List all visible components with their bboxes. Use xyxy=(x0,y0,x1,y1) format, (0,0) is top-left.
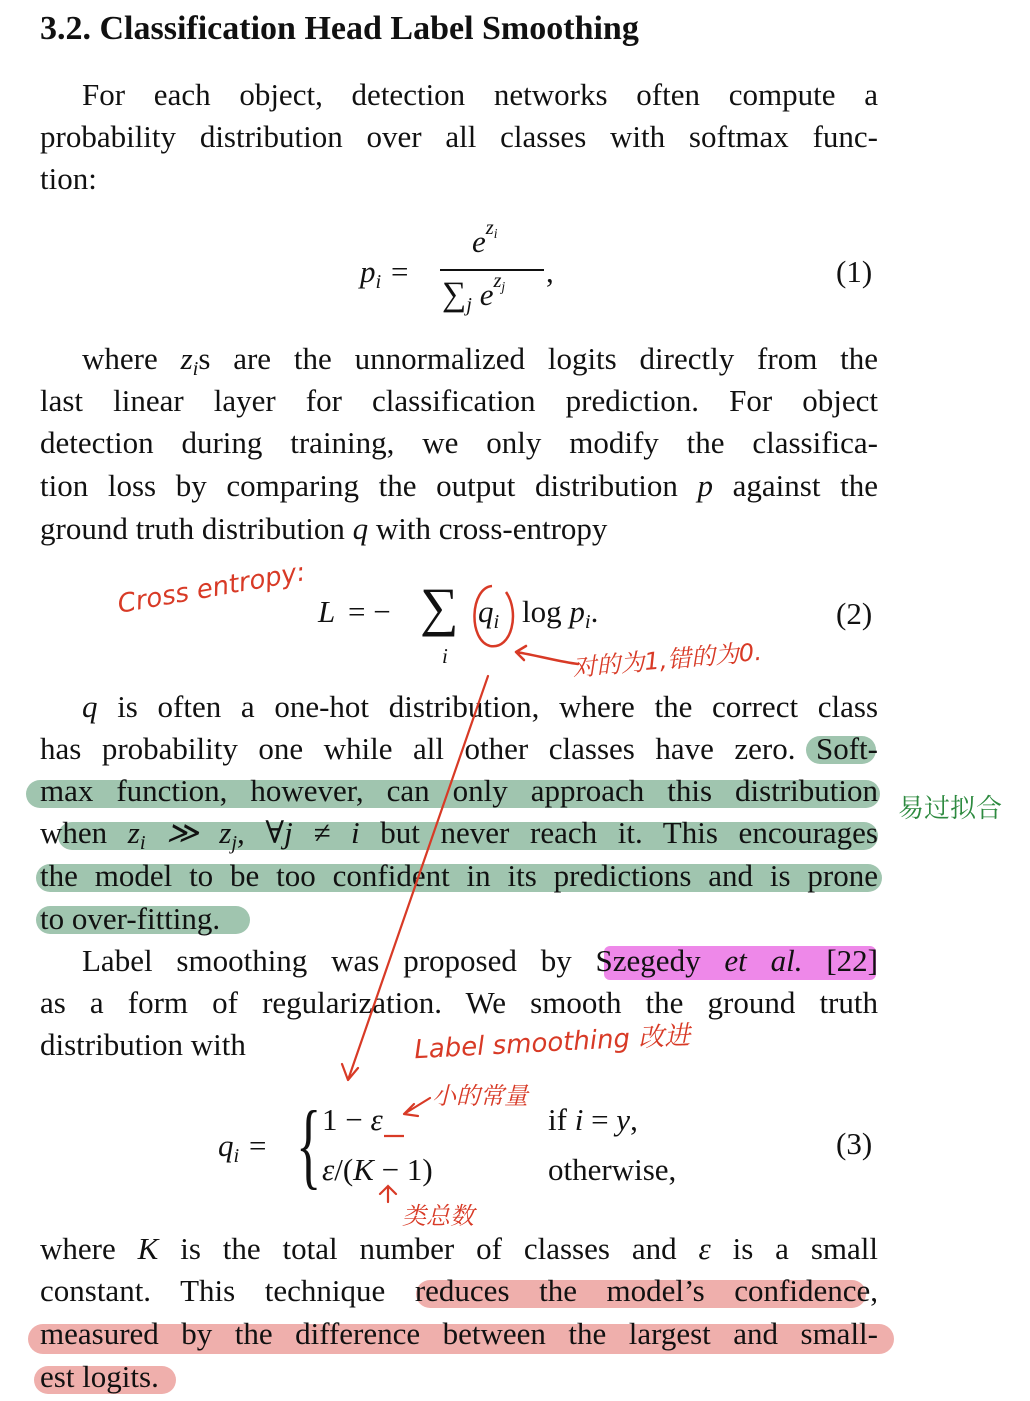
equation-1-number: (1) xyxy=(836,254,873,289)
para2-line4: tion loss by comparing the output distribution p against the xyxy=(40,468,878,503)
para2-line3: detection during training, we only modify the classifica- xyxy=(40,425,878,460)
eq3-case2-cond: otherwise, xyxy=(548,1152,677,1187)
para4-line2: as a form of regularization. We smooth the ground truth xyxy=(40,985,878,1020)
para2-line2: last linear layer for classification prediction. For object xyxy=(40,383,878,418)
para5-line4: est logits. xyxy=(40,1359,159,1394)
note-class-count: 类总数 xyxy=(402,1202,474,1230)
equation-3: $q_i$ = { 1 − ε ε/(K − 1) if i = y, otherwise, xyxy=(218,1091,677,1198)
para3-line6: to over-fitting. xyxy=(40,901,221,936)
para4-line1: Label smoothing was proposed by Szegedy et al. [22] xyxy=(82,943,878,978)
para5-line3: measured by the difference between the largest and small- xyxy=(40,1316,878,1351)
para3-line4: when $z_i$ ≫ $z_j$, ∀j ≠ i but never reach it. This encourages xyxy=(40,815,878,855)
equation-2-number: (2) xyxy=(836,596,873,631)
para4-line3: distribution with xyxy=(40,1027,246,1062)
para5-line1: where K is the total number of classes and ε is a small xyxy=(40,1231,878,1266)
equation-2: L = − ∑ i $q_i$ $\log p_i$. xyxy=(318,577,599,668)
para2-line5: ground truth distribution q with cross-entropy xyxy=(40,511,608,546)
para1-line1: For each object, detection networks often compute a xyxy=(82,77,878,112)
note-cross-entropy: Cross entropy: xyxy=(115,557,308,620)
para3-line3: max function, however, can only approach this distribution xyxy=(40,773,878,808)
equation-1: $p_i$ = $e^{z_i}$ $\sum_j$ $e^{z_j}$ , xyxy=(360,216,554,317)
para3-line2: has probability one while all other classes have zero. Soft- xyxy=(40,731,878,766)
para3-line5: the model to be too confident in its predictions and is prone xyxy=(40,858,878,893)
section-title: 3.2. Classification Head Label Smoothing xyxy=(40,10,639,47)
para2-line1: where $z_is$ are the unnormalized logits directly from the xyxy=(82,341,879,381)
para1-line2: probability distribution over all classes with softmax func- xyxy=(40,119,878,154)
note-small-constant: 小的常量 xyxy=(432,1082,528,1110)
note-overfit: 易过拟合 xyxy=(898,794,1003,824)
note-label-smoothing: Label smoothing 改进 xyxy=(413,1020,691,1066)
para3-line1: q is often a one-hot distribution, where the correct class xyxy=(82,689,879,724)
note-one-hot: 对的为1,错的为0. xyxy=(571,637,763,683)
equation-3-number: (3) xyxy=(836,1126,873,1161)
para5-line2: constant. This technique reduces the model’s confidence, xyxy=(40,1273,878,1308)
para1-line3: tion: xyxy=(40,161,97,196)
